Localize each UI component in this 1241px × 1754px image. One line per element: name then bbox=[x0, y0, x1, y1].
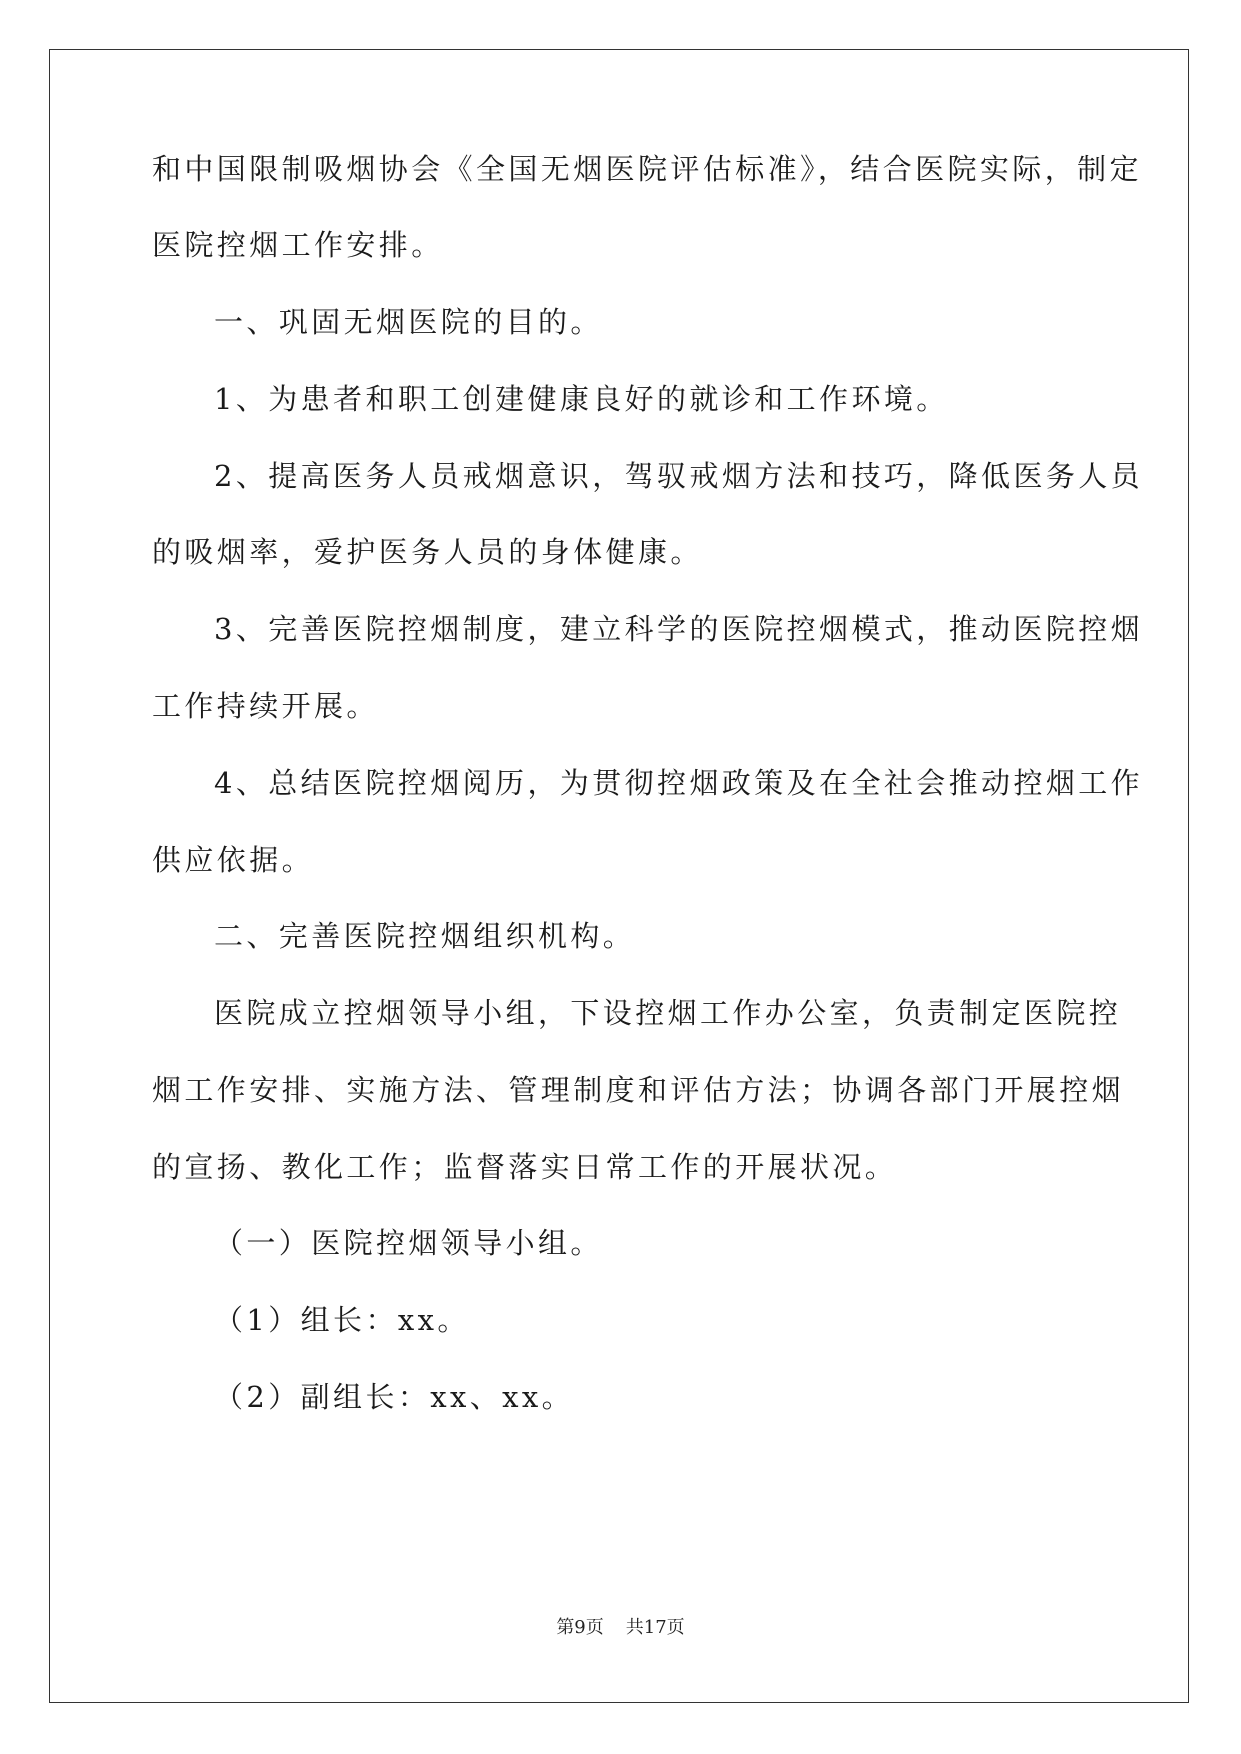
list-item: （2）副组长：xx、xx。 bbox=[214, 1380, 575, 1414]
paragraph-line: 医院控烟工作安排。 bbox=[152, 228, 444, 262]
list-item: （1）组长：xx。 bbox=[214, 1303, 470, 1337]
paragraph-line: 的宣扬、教化工作；监督落实日常工作的开展状况。 bbox=[152, 1150, 898, 1184]
list-item: 1、为患者和职工创建健康良好的就诊和工作环境。 bbox=[214, 382, 949, 416]
paragraph-line: 供应依据。 bbox=[152, 843, 315, 877]
list-item: 3、完善医院控烟制度，建立科学的医院控烟模式，推动医院控烟 bbox=[214, 612, 1144, 646]
paragraph-line: 和中国限制吸烟协会《全国无烟医院评估标准》，结合医院实际，制定 bbox=[152, 152, 1142, 186]
paragraph-line: 烟工作安排、实施方法、管理制度和评估方法；协调各部门开展控烟 bbox=[152, 1073, 1125, 1107]
page-number-total: 共17页 bbox=[625, 1617, 685, 1638]
list-item: 2、提高医务人员戒烟意识，驾驭戒烟方法和技巧，降低医务人员 bbox=[214, 459, 1144, 493]
paragraph-line: 工作持续开展。 bbox=[152, 689, 379, 723]
paragraph-line: 的吸烟率，爱护医务人员的身体健康。 bbox=[152, 535, 703, 569]
section-heading: 一、巩固无烟医院的目的。 bbox=[214, 305, 603, 339]
page-footer bbox=[0, 1613, 1241, 1639]
section-heading: 二、完善医院控烟组织机构。 bbox=[214, 919, 636, 953]
subsection-heading: （一）医院控烟领导小组。 bbox=[214, 1226, 603, 1260]
paragraph-line: 医院成立控烟领导小组，下设控烟工作办公室，负责制定医院控 bbox=[214, 996, 1122, 1030]
page-number-current: 第9页 bbox=[556, 1617, 604, 1638]
list-item: 4、总结医院控烟阅历，为贯彻控烟政策及在全社会推动控烟工作 bbox=[214, 766, 1144, 800]
